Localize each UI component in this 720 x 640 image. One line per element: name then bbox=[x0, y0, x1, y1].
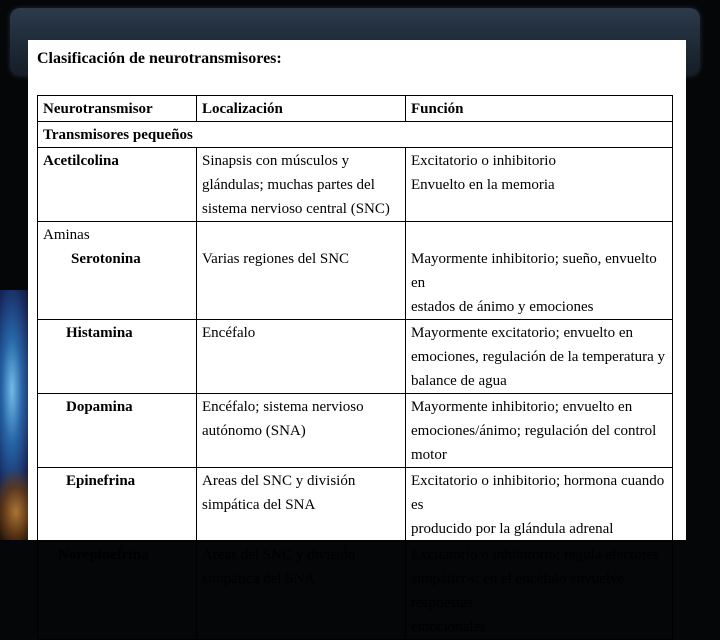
location-text: sistema nervioso central (SNC) bbox=[202, 201, 390, 217]
row-location-cell bbox=[197, 222, 406, 320]
location-text: simpática del SNA bbox=[202, 571, 316, 587]
location-text: Encéfalo bbox=[202, 325, 256, 341]
row-function-cell bbox=[406, 148, 673, 222]
location-text: simpática del SNA bbox=[202, 497, 316, 513]
neurotransmitter-name: Dopamina bbox=[66, 399, 133, 415]
location-text: Areas del SNC y división bbox=[202, 473, 356, 489]
document-title: Clasificación de neurotransmisores: bbox=[37, 50, 282, 67]
row-location-cell bbox=[197, 320, 406, 394]
neurotransmitter-name: Acetilcolina bbox=[43, 153, 119, 169]
function-text: Mayormente excitatorio; envuelto en bbox=[411, 325, 634, 341]
function-text: Mayormente inhibitorio; envuelto en bbox=[411, 399, 633, 415]
function-text: Envuelto en la memoria bbox=[411, 177, 555, 193]
row-name-cell bbox=[38, 222, 197, 320]
header-localizacion: Localización bbox=[197, 96, 406, 122]
section-row bbox=[38, 122, 673, 148]
table-header-row bbox=[38, 96, 673, 122]
row-location-cell bbox=[197, 542, 406, 640]
function-text: Excitatorio o inhibitorio; regula efectores bbox=[411, 547, 660, 563]
function-text: estados de ánimo y emociones bbox=[411, 299, 594, 315]
row-function-cell bbox=[406, 320, 673, 394]
function-text: simpáticos; en el encéfalo envuelve respuestas bbox=[411, 571, 625, 611]
row-location-cell bbox=[197, 148, 406, 222]
row-name-cell bbox=[38, 320, 197, 394]
table-row bbox=[38, 542, 673, 640]
function-text: Excitatorio o inhibitorio; hormona cuando es bbox=[411, 473, 665, 513]
section-transmisores-pequenos: Transmisores pequeños bbox=[38, 122, 673, 148]
row-function-cell bbox=[406, 542, 673, 640]
neurotransmitter-table bbox=[37, 95, 673, 640]
function-text: Mayormente inhibitorio; sueño, envuelto en bbox=[411, 251, 657, 291]
neurotransmitter-name: Serotonina bbox=[71, 251, 141, 267]
header-neurotransmisor: Neurotransmisor bbox=[38, 96, 197, 122]
row-function-cell bbox=[406, 394, 673, 468]
neurotransmitter-name: Norepinefrina bbox=[58, 547, 149, 563]
function-text: emociones/ánimo; regulación del control motor bbox=[411, 423, 657, 463]
header-funcion: Función bbox=[406, 96, 673, 122]
row-name-cell bbox=[38, 148, 197, 222]
table-row bbox=[38, 148, 673, 222]
row-name-cell bbox=[38, 468, 197, 542]
location-text: Encéfalo; sistema nervioso bbox=[202, 399, 364, 415]
group-label-aminas: Aminas bbox=[43, 227, 90, 243]
function-text: producido por la glándula adrenal bbox=[411, 521, 614, 537]
row-location-cell bbox=[197, 394, 406, 468]
location-text: Areas del SNC y división bbox=[202, 547, 356, 563]
row-function-cell bbox=[406, 222, 673, 320]
row-function-cell bbox=[406, 468, 673, 542]
neurotransmitter-name: Epinefrina bbox=[66, 473, 136, 489]
location-text: glándulas; muchas partes del bbox=[202, 177, 375, 193]
table-row bbox=[38, 320, 673, 394]
document-image bbox=[28, 40, 686, 635]
table-row bbox=[38, 394, 673, 468]
function-text: balance de agua bbox=[411, 373, 507, 389]
table-row bbox=[38, 222, 673, 320]
location-text: autónomo (SNA) bbox=[202, 423, 306, 439]
row-name-cell bbox=[38, 394, 197, 468]
neurotransmitter-name: Histamina bbox=[66, 325, 133, 341]
row-name-cell bbox=[38, 542, 197, 640]
function-text: emocionales bbox=[411, 619, 486, 635]
row-location-cell bbox=[197, 468, 406, 542]
location-text: Varias regiones del SNC bbox=[202, 251, 350, 267]
function-text: Excitatorio o inhibitorio bbox=[411, 153, 556, 169]
location-text: Sinapsis con músculos y bbox=[202, 153, 350, 169]
table-row bbox=[38, 468, 673, 542]
function-text: emociones, regulación de la temperatura y bbox=[411, 349, 666, 365]
